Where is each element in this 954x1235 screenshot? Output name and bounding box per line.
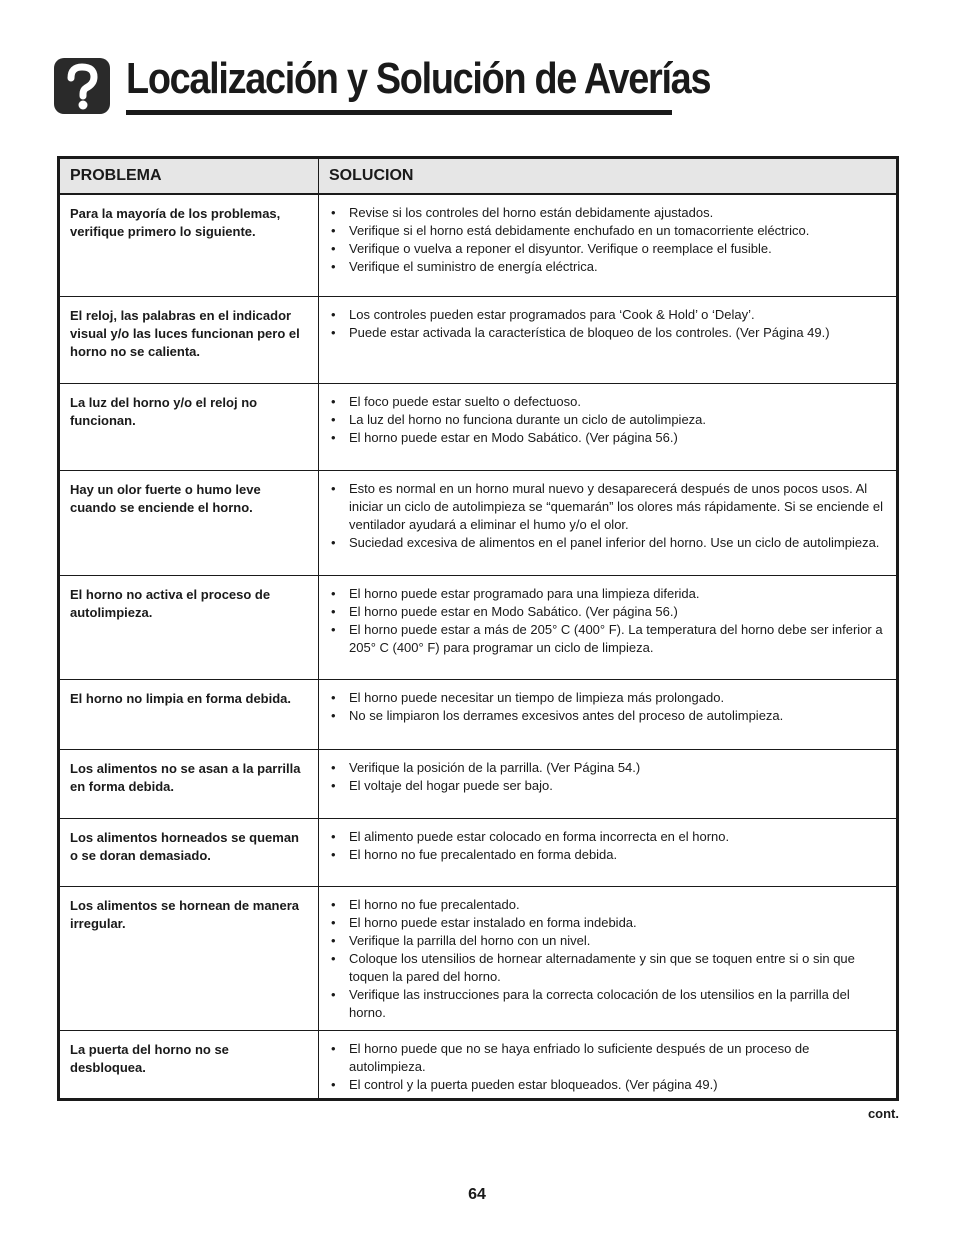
solution-cell [319,679,898,749]
solution-item: • El horno puede necesitar un tiempo de limpieza más prolongado. [331,689,888,707]
solution-cell [319,886,898,1030]
solution-item: • El horno puede estar programado para una limpieza diferida. [331,585,888,603]
table-row [59,194,898,296]
page-header [52,52,711,118]
problem-cell: El reloj, las palabras en el indicador visual y/o las luces funcionan pero el horno no se calienta. [59,296,319,383]
solution-item: • La luz del horno no funciona durante un ciclo de autolimpieza. [331,411,888,429]
solution-item: • Coloque los utensilios de hornear alternadamente y sin que se toquen entre si o sin que toquen la pared del horno. [331,950,888,986]
solution-item: • Suciedad excesiva de alimentos en el panel inferior del horno. Use un ciclo de autolimpieza. [331,534,888,552]
problem-cell: El horno no activa el proceso de autolimpieza. [59,575,319,679]
solution-item: • Revise si los controles del horno están debidamente ajustados. [331,204,888,222]
solution-list [331,1040,888,1094]
continued-label: cont. [867,1106,899,1121]
table-header-row [59,158,898,195]
table-row [59,383,898,470]
problem-cell: El horno no limpia en forma debida. [59,679,319,749]
solution-list [331,828,888,864]
solution-item: • Verifique el suministro de energía eléctrica. [331,258,888,276]
solution-item: • Puede estar activada la característica de bloqueo de los controles. (Ver Página 49.) [331,324,888,342]
title-underline [126,110,672,115]
solution-list [331,896,888,1022]
solution-list [331,393,888,447]
table-row [59,470,898,575]
solution-item: • El horno puede estar a más de 205° C (400° F). La temperatura del horno debe ser inferior a 205° C (400° F) para programar un ciclo de limpieza. [331,621,888,657]
solution-item: • El horno puede que no se haya enfriado lo suficiente después de un proceso de autolimpieza. [331,1040,888,1076]
solution-list [331,480,888,552]
solution-item: • El horno no fue precalentado en forma debida. [331,846,888,864]
solution-item: • El horno puede estar instalado en forma indebida. [331,914,888,932]
solution-cell [319,749,898,818]
table-row [59,818,898,886]
solution-item: • Verifique si el horno está debidamente enchufado en un tomacorriente eléctrico. [331,222,888,240]
solution-cell [319,818,898,886]
solution-list [331,204,888,276]
table-row [59,1030,898,1099]
question-mark-icon [54,58,110,114]
solution-item: • Verifique la parrilla del horno con un nivel. [331,932,888,950]
table-row [59,679,898,749]
solution-item: • El foco puede estar suelto o defectuoso. [331,393,888,411]
solution-cell [319,1030,898,1099]
troubleshooting-table [57,156,899,1101]
column-header-solution: SOLUCION [319,158,898,195]
problem-cell: La luz del horno y/o el reloj no funcionan. [59,383,319,470]
solution-list [331,689,888,725]
solution-item: • El horno puede estar en Modo Sabático. (Ver página 56.) [331,603,888,621]
solution-item: • Verifique las instrucciones para la correcta colocación de los utensilios en la parrilla del horno. [331,986,888,1022]
table-row [59,296,898,383]
problem-cell: Para la mayoría de los problemas, verifique primero lo siguiente. [59,194,319,296]
solution-item: • Esto es normal en un horno mural nuevo y desaparecerá después de unos pocos usos. Al iniciar un ciclo de autolimpieza se “quemarán” los olores más rápidamente. Si se enciende el ventilador ayudará a eliminar el humo y/o el olor. [331,480,888,534]
problem-cell: Hay un olor fuerte o humo leve cuando se enciende el horno. [59,470,319,575]
solution-list [331,759,888,795]
table-row [59,749,898,818]
solution-cell [319,296,898,383]
solution-item: • Verifique o vuelva a reponer el disyuntor. Verifique o reemplace el fusible. [331,240,888,258]
solution-list [331,306,888,342]
table-row [59,575,898,679]
solution-cell [319,575,898,679]
problem-cell: La puerta del horno no se desbloquea. [59,1030,319,1099]
solution-item: • Verifique la posición de la parrilla. (Ver Página 54.) [331,759,888,777]
page-number: 64 [468,1186,486,1203]
solution-item: • El control y la puerta pueden estar bloqueados. (Ver página 49.) [331,1076,888,1094]
page-title: Localización y Solución de Averías [126,54,711,103]
table-body [59,194,898,1099]
problem-cell: Los alimentos se hornean de manera irregular. [59,886,319,1030]
solution-item: • No se limpiaron los derrames excesivos antes del proceso de autolimpieza. [331,707,888,725]
table-row [59,886,898,1030]
solution-item: • Los controles pueden estar programados para ‘Cook & Hold’ o ‘Delay’. [331,306,888,324]
solution-item: • El horno no fue precalentado. [331,896,888,914]
solution-list [331,585,888,657]
problem-cell: Los alimentos no se asan a la parrilla en forma debida. [59,749,319,818]
solution-item: • El voltaje del hogar puede ser bajo. [331,777,888,795]
solution-cell [319,383,898,470]
solution-cell [319,470,898,575]
problem-cell: Los alimentos horneados se queman o se doran demasiado. [59,818,319,886]
solution-cell [319,194,898,296]
solution-item: • El horno puede estar en Modo Sabático. (Ver página 56.) [331,429,888,447]
solution-item: • El alimento puede estar colocado en forma incorrecta en el horno. [331,828,888,846]
column-header-problem: PROBLEMA [59,158,319,195]
